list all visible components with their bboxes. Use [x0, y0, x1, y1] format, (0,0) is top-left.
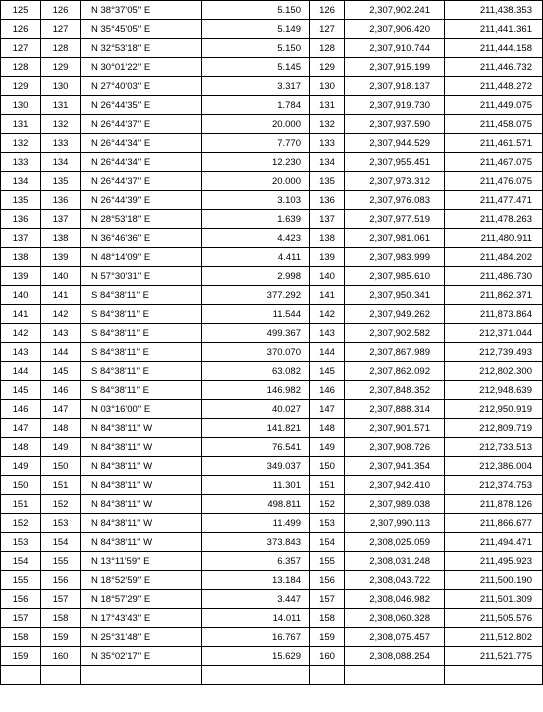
- coord-x-cell: 212,950.919: [445, 400, 543, 419]
- bearing-cell: N 48°14'09" E: [81, 248, 202, 267]
- bearing-cell: S 84°38'11" E: [81, 286, 202, 305]
- from-station-cell: 126: [1, 20, 41, 39]
- to-station-cell: 148: [41, 419, 81, 438]
- coord-y-cell: 2,307,949.262: [345, 305, 445, 324]
- coord-y-cell: 2,308,060.328: [345, 609, 445, 628]
- from-station-cell: 143: [1, 343, 41, 362]
- table-row: [1, 172, 543, 191]
- bearing-cell: N 84°38'11" W: [81, 419, 202, 438]
- coord-x-cell: 212,809.719: [445, 419, 543, 438]
- to-station-cell: 136: [41, 191, 81, 210]
- distance-cell: 14.011: [202, 609, 310, 628]
- distance-cell: 12.230: [202, 153, 310, 172]
- to-station-cell: 138: [41, 229, 81, 248]
- from-station-cell: 138: [1, 248, 41, 267]
- table-row: [1, 343, 543, 362]
- to-station-cell: 126: [41, 1, 81, 20]
- table-row: [1, 267, 543, 286]
- coord-y-cell: 2,307,985.610: [345, 267, 445, 286]
- distance-cell: 3.103: [202, 191, 310, 210]
- bearing-cell: N 25°31'48" E: [81, 628, 202, 647]
- distance-cell: 11.544: [202, 305, 310, 324]
- bearing-cell: N 57°30'31" E: [81, 267, 202, 286]
- bearing-cell: N 35°45'05" E: [81, 20, 202, 39]
- vertex-cell: 159: [310, 628, 345, 647]
- coord-y-cell: 2,307,977.519: [345, 210, 445, 229]
- bearing-cell: N 28°53'18" E: [81, 210, 202, 229]
- coord-x-cell: 211,505.576: [445, 609, 543, 628]
- bearing-cell: N 26°44'37" E: [81, 115, 202, 134]
- coord-y-cell: 2,308,088.254: [345, 647, 445, 666]
- coord-y-cell: 2,307,910.744: [345, 39, 445, 58]
- distance-cell: 377.292: [202, 286, 310, 305]
- table-row: [1, 381, 543, 400]
- to-station-cell: 130: [41, 77, 81, 96]
- coord-x-cell: 212,371.044: [445, 324, 543, 343]
- to-station-cell: 150: [41, 457, 81, 476]
- vertex-cell: 137: [310, 210, 345, 229]
- vertex-cell: 128: [310, 39, 345, 58]
- distance-cell: 5.145: [202, 58, 310, 77]
- coord-x-cell: 211,478.263: [445, 210, 543, 229]
- from-station-cell: 128: [1, 58, 41, 77]
- from-station-cell: 132: [1, 134, 41, 153]
- to-station-cell: 141: [41, 286, 81, 305]
- coord-x-cell: 211,467.075: [445, 153, 543, 172]
- from-station-cell: 137: [1, 229, 41, 248]
- table-row: [1, 609, 543, 628]
- table-row: [1, 134, 543, 153]
- distance-cell: 11.499: [202, 514, 310, 533]
- coord-y-cell: 2,307,944.529: [345, 134, 445, 153]
- bearing-cell: N 84°38'11" W: [81, 514, 202, 533]
- coord-x-cell: 211,449.075: [445, 96, 543, 115]
- coord-y-cell: 2,307,976.083: [345, 191, 445, 210]
- coord-x-cell: 211,446.732: [445, 58, 543, 77]
- distance-cell: 349.037: [202, 457, 310, 476]
- coord-y-cell: 2,307,848.352: [345, 381, 445, 400]
- bearing-cell: S 84°38'11" E: [81, 305, 202, 324]
- distance-cell: 3.447: [202, 590, 310, 609]
- to-station-cell: 146: [41, 381, 81, 400]
- from-station-cell: 145: [1, 381, 41, 400]
- distance-cell: 1.639: [202, 210, 310, 229]
- coord-x-cell: 212,802.300: [445, 362, 543, 381]
- vertex-cell: 158: [310, 609, 345, 628]
- table-row: [1, 229, 543, 248]
- vertex-cell: 147: [310, 400, 345, 419]
- vertex-cell: 135: [310, 172, 345, 191]
- coord-x-cell: 211,873.864: [445, 305, 543, 324]
- bearing-cell: N 84°38'11" W: [81, 476, 202, 495]
- distance-cell: 6.357: [202, 552, 310, 571]
- from-station-cell: 151: [1, 495, 41, 514]
- vertex-cell: 131: [310, 96, 345, 115]
- from-station-cell: 146: [1, 400, 41, 419]
- table-row: [1, 533, 543, 552]
- bearing-cell: S 84°38'11" E: [81, 343, 202, 362]
- table-row: [1, 39, 543, 58]
- coord-y-cell: 2,307,989.038: [345, 495, 445, 514]
- table-row: [1, 666, 543, 685]
- distance-cell: 141.821: [202, 419, 310, 438]
- coord-y-cell: 2,307,888.314: [345, 400, 445, 419]
- from-station-cell: 155: [1, 571, 41, 590]
- coord-y-cell: 2,307,919.730: [345, 96, 445, 115]
- table-row: [1, 514, 543, 533]
- vertex-cell: 156: [310, 571, 345, 590]
- coord-x-cell: 211,448.272: [445, 77, 543, 96]
- to-station-cell: 142: [41, 305, 81, 324]
- table-row: [1, 96, 543, 115]
- table-row: [1, 58, 543, 77]
- coord-y-cell: 2,307,990.113: [345, 514, 445, 533]
- table-row: [1, 305, 543, 324]
- from-station-cell: 129: [1, 77, 41, 96]
- distance-cell: 5.150: [202, 1, 310, 20]
- distance-cell: 2.998: [202, 267, 310, 286]
- distance-cell: 4.423: [202, 229, 310, 248]
- to-station-cell: 156: [41, 571, 81, 590]
- bearing-cell: N 30°01'22" E: [81, 58, 202, 77]
- vertex-cell: 144: [310, 343, 345, 362]
- vertex-cell: 126: [310, 1, 345, 20]
- distance-cell: 20.000: [202, 172, 310, 191]
- vertex-cell: 132: [310, 115, 345, 134]
- to-station-cell: 155: [41, 552, 81, 571]
- bearing-cell: N 18°57'29" E: [81, 590, 202, 609]
- to-station-cell: 137: [41, 210, 81, 229]
- distance-cell: 1.784: [202, 96, 310, 115]
- coord-x-cell: 211,444.158: [445, 39, 543, 58]
- table-row: [1, 476, 543, 495]
- coord-x-cell: 211,438.353: [445, 1, 543, 20]
- table-row: [1, 191, 543, 210]
- from-station-cell: 134: [1, 172, 41, 191]
- from-station-cell: 154: [1, 552, 41, 571]
- table-row: [1, 552, 543, 571]
- from-station-cell: 153: [1, 533, 41, 552]
- distance-cell: 5.150: [202, 39, 310, 58]
- table-row: [1, 153, 543, 172]
- from-station-cell: [1, 666, 41, 685]
- table-row: [1, 495, 543, 514]
- vertex-cell: 142: [310, 305, 345, 324]
- from-station-cell: 157: [1, 609, 41, 628]
- vertex-cell: 154: [310, 533, 345, 552]
- vertex-cell: 150: [310, 457, 345, 476]
- coord-y-cell: 2,307,983.999: [345, 248, 445, 267]
- table-row: [1, 286, 543, 305]
- to-station-cell: 152: [41, 495, 81, 514]
- coord-y-cell: 2,308,046.982: [345, 590, 445, 609]
- from-station-cell: 152: [1, 514, 41, 533]
- to-station-cell: 160: [41, 647, 81, 666]
- coord-y-cell: 2,307,942.410: [345, 476, 445, 495]
- coord-x-cell: 212,733.513: [445, 438, 543, 457]
- distance-cell: 499.367: [202, 324, 310, 343]
- to-station-cell: 151: [41, 476, 81, 495]
- coord-y-cell: 2,307,902.241: [345, 1, 445, 20]
- vertex-cell: 151: [310, 476, 345, 495]
- coord-y-cell: 2,307,862.092: [345, 362, 445, 381]
- distance-cell: 63.082: [202, 362, 310, 381]
- bearing-cell: N 26°44'34" E: [81, 153, 202, 172]
- vertex-cell: 134: [310, 153, 345, 172]
- bearing-cell: N 18°52'59" E: [81, 571, 202, 590]
- to-station-cell: 149: [41, 438, 81, 457]
- vertex-cell: 145: [310, 362, 345, 381]
- from-station-cell: 156: [1, 590, 41, 609]
- bearing-cell: N 38°37'05" E: [81, 1, 202, 20]
- to-station-cell: 134: [41, 153, 81, 172]
- to-station-cell: 127: [41, 20, 81, 39]
- survey-table-body: [1, 1, 543, 685]
- coord-y-cell: 2,308,031.248: [345, 552, 445, 571]
- distance-cell: 370.070: [202, 343, 310, 362]
- coord-x-cell: 211,521.775: [445, 647, 543, 666]
- distance-cell: 40.027: [202, 400, 310, 419]
- from-station-cell: 127: [1, 39, 41, 58]
- coord-y-cell: 2,307,902.582: [345, 324, 445, 343]
- from-station-cell: 148: [1, 438, 41, 457]
- coord-x-cell: 212,948.639: [445, 381, 543, 400]
- to-station-cell: 131: [41, 96, 81, 115]
- from-station-cell: 144: [1, 362, 41, 381]
- vertex-cell: 139: [310, 248, 345, 267]
- bearing-cell: N 26°44'35" E: [81, 96, 202, 115]
- to-station-cell: 158: [41, 609, 81, 628]
- coord-x-cell: 211,480.911: [445, 229, 543, 248]
- coord-x-cell: 211,458.075: [445, 115, 543, 134]
- coord-y-cell: 2,307,981.061: [345, 229, 445, 248]
- coord-y-cell: 2,307,867.989: [345, 343, 445, 362]
- bearing-cell: S 84°38'11" E: [81, 362, 202, 381]
- from-station-cell: 140: [1, 286, 41, 305]
- bearing-cell: N 84°38'11" W: [81, 495, 202, 514]
- coord-y-cell: 2,307,950.341: [345, 286, 445, 305]
- table-row: [1, 20, 543, 39]
- to-station-cell: 128: [41, 39, 81, 58]
- from-station-cell: 125: [1, 1, 41, 20]
- from-station-cell: 139: [1, 267, 41, 286]
- coord-x-cell: 211,512.802: [445, 628, 543, 647]
- bearing-cell: N 27°40'03" E: [81, 77, 202, 96]
- distance-cell: 16.767: [202, 628, 310, 647]
- coord-y-cell: 2,308,075.457: [345, 628, 445, 647]
- from-station-cell: 141: [1, 305, 41, 324]
- coord-x-cell: 211,441.361: [445, 20, 543, 39]
- from-station-cell: 159: [1, 647, 41, 666]
- distance-cell: 373.843: [202, 533, 310, 552]
- table-row: [1, 115, 543, 134]
- from-station-cell: 133: [1, 153, 41, 172]
- bearing-cell: N 26°44'39" E: [81, 191, 202, 210]
- coord-y-cell: 2,308,025.059: [345, 533, 445, 552]
- coord-x-cell: 212,374.753: [445, 476, 543, 495]
- bearing-cell: N 03°16'00" E: [81, 400, 202, 419]
- bearing-cell: N 26°44'37" E: [81, 172, 202, 191]
- vertex-cell: 155: [310, 552, 345, 571]
- distance-cell: 146.982: [202, 381, 310, 400]
- coord-y-cell: 2,307,918.137: [345, 77, 445, 96]
- coord-x-cell: 211,495.923: [445, 552, 543, 571]
- coord-x-cell: 211,878.126: [445, 495, 543, 514]
- vertex-cell: 136: [310, 191, 345, 210]
- vertex-cell: 148: [310, 419, 345, 438]
- coord-y-cell: 2,307,937.590: [345, 115, 445, 134]
- to-station-cell: 154: [41, 533, 81, 552]
- table-row: [1, 362, 543, 381]
- coord-x-cell: 211,501.309: [445, 590, 543, 609]
- vertex-cell: 157: [310, 590, 345, 609]
- coord-y-cell: 2,307,908.726: [345, 438, 445, 457]
- from-station-cell: 130: [1, 96, 41, 115]
- bearing-cell: S 84°38'11" E: [81, 324, 202, 343]
- to-station-cell: 144: [41, 343, 81, 362]
- distance-cell: 7.770: [202, 134, 310, 153]
- vertex-cell: 140: [310, 267, 345, 286]
- coord-y-cell: 2,307,955.451: [345, 153, 445, 172]
- coord-x-cell: 212,386.004: [445, 457, 543, 476]
- bearing-cell: N 84°38'11" W: [81, 438, 202, 457]
- to-station-cell: 139: [41, 248, 81, 267]
- coord-x-cell: 211,866.677: [445, 514, 543, 533]
- table-row: [1, 571, 543, 590]
- table-row: [1, 438, 543, 457]
- distance-cell: 15.629: [202, 647, 310, 666]
- bearing-cell: N 32°53'18" E: [81, 39, 202, 58]
- bearing-cell: N 35°02'17" E: [81, 647, 202, 666]
- bearing-cell: N 17°43'43" E: [81, 609, 202, 628]
- from-station-cell: 158: [1, 628, 41, 647]
- to-station-cell: 129: [41, 58, 81, 77]
- distance-cell: [202, 666, 310, 685]
- distance-cell: 3.317: [202, 77, 310, 96]
- coord-x-cell: 211,494.471: [445, 533, 543, 552]
- to-station-cell: 132: [41, 115, 81, 134]
- vertex-cell: 127: [310, 20, 345, 39]
- coord-y-cell: 2,307,973.312: [345, 172, 445, 191]
- to-station-cell: 143: [41, 324, 81, 343]
- bearing-cell: N 36°46'36" E: [81, 229, 202, 248]
- coord-x-cell: 211,484.202: [445, 248, 543, 267]
- bearing-cell: S 84°38'11" E: [81, 381, 202, 400]
- to-station-cell: 153: [41, 514, 81, 533]
- table-row: [1, 1, 543, 20]
- bearing-cell: N 84°38'11" W: [81, 533, 202, 552]
- bearing-cell: N 26°44'34" E: [81, 134, 202, 153]
- from-station-cell: 136: [1, 210, 41, 229]
- from-station-cell: 131: [1, 115, 41, 134]
- coord-y-cell: 2,307,941.354: [345, 457, 445, 476]
- table-row: [1, 210, 543, 229]
- vertex-cell: 160: [310, 647, 345, 666]
- to-station-cell: 157: [41, 590, 81, 609]
- vertex-cell: 143: [310, 324, 345, 343]
- coord-x-cell: 212,739.493: [445, 343, 543, 362]
- coord-y-cell: [345, 666, 445, 685]
- to-station-cell: 147: [41, 400, 81, 419]
- coord-x-cell: 211,477.471: [445, 191, 543, 210]
- coord-y-cell: 2,307,901.571: [345, 419, 445, 438]
- coord-y-cell: 2,307,906.420: [345, 20, 445, 39]
- coord-x-cell: [445, 666, 543, 685]
- coord-x-cell: 211,476.075: [445, 172, 543, 191]
- vertex-cell: 138: [310, 229, 345, 248]
- table-row: [1, 628, 543, 647]
- to-station-cell: 140: [41, 267, 81, 286]
- bearing-cell: N 84°38'11" W: [81, 457, 202, 476]
- to-station-cell: 135: [41, 172, 81, 191]
- distance-cell: 13.184: [202, 571, 310, 590]
- coord-x-cell: 211,486.730: [445, 267, 543, 286]
- vertex-cell: 146: [310, 381, 345, 400]
- table-row: [1, 457, 543, 476]
- table-row: [1, 590, 543, 609]
- distance-cell: 5.149: [202, 20, 310, 39]
- table-row: [1, 324, 543, 343]
- coord-x-cell: 211,500.190: [445, 571, 543, 590]
- coord-y-cell: 2,308,043.722: [345, 571, 445, 590]
- coord-x-cell: 211,862.371: [445, 286, 543, 305]
- vertex-cell: 129: [310, 58, 345, 77]
- vertex-cell: 153: [310, 514, 345, 533]
- coord-x-cell: 211,461.571: [445, 134, 543, 153]
- distance-cell: 498.811: [202, 495, 310, 514]
- vertex-cell: 130: [310, 77, 345, 96]
- to-station-cell: 133: [41, 134, 81, 153]
- to-station-cell: 145: [41, 362, 81, 381]
- vertex-cell: 152: [310, 495, 345, 514]
- distance-cell: 4.411: [202, 248, 310, 267]
- distance-cell: 11.301: [202, 476, 310, 495]
- to-station-cell: 159: [41, 628, 81, 647]
- table-row: [1, 419, 543, 438]
- table-row: [1, 647, 543, 666]
- distance-cell: 76.541: [202, 438, 310, 457]
- table-row: [1, 77, 543, 96]
- bearing-cell: [81, 666, 202, 685]
- from-station-cell: 135: [1, 191, 41, 210]
- from-station-cell: 147: [1, 419, 41, 438]
- from-station-cell: 142: [1, 324, 41, 343]
- vertex-cell: 149: [310, 438, 345, 457]
- coord-y-cell: 2,307,915.199: [345, 58, 445, 77]
- vertex-cell: 133: [310, 134, 345, 153]
- from-station-cell: 150: [1, 476, 41, 495]
- from-station-cell: 149: [1, 457, 41, 476]
- vertex-cell: [310, 666, 345, 685]
- vertex-cell: 141: [310, 286, 345, 305]
- table-row: [1, 400, 543, 419]
- distance-cell: 20.000: [202, 115, 310, 134]
- to-station-cell: [41, 666, 81, 685]
- bearing-cell: N 13°11'59" E: [81, 552, 202, 571]
- table-row: [1, 248, 543, 267]
